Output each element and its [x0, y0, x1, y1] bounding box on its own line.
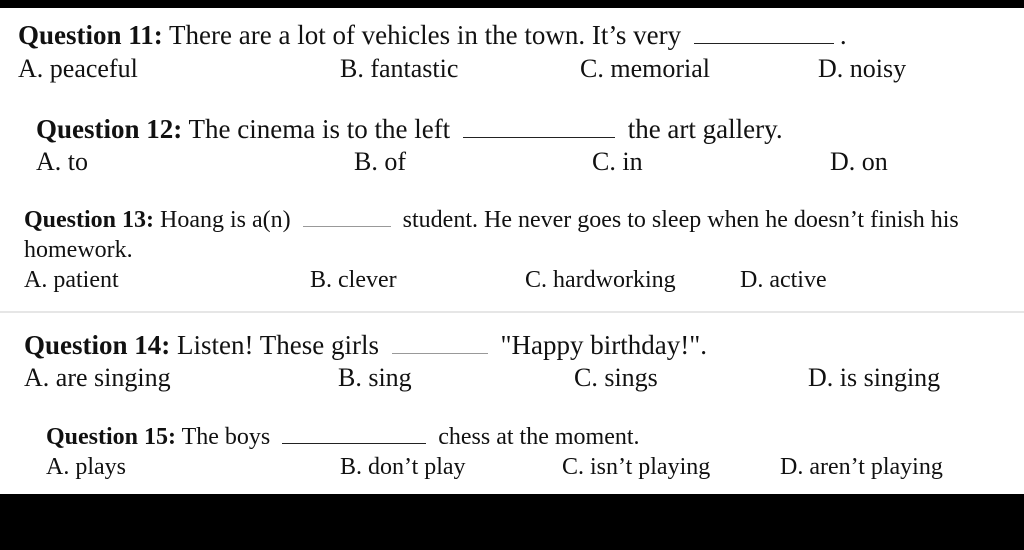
question-12-label: Question 12:: [36, 114, 183, 144]
question-14-stem: [24, 330, 707, 361]
question-15-stem: [46, 424, 640, 451]
question-11-option-a[interactable]: A. peaceful: [18, 54, 138, 83]
worksheet-page: [0, 8, 1024, 494]
question-14-text-before: Listen! These girls: [177, 330, 379, 360]
question-12-option-a[interactable]: A. to: [36, 147, 88, 176]
question-15-text-before: The boys: [181, 424, 271, 450]
question-14-label: Question 14:: [24, 330, 171, 360]
question-13-option-c[interactable]: C. hardworking: [525, 267, 676, 293]
question-13-option-d[interactable]: D. active: [740, 267, 827, 293]
question-11-option-b[interactable]: B. fantastic: [340, 54, 459, 83]
question-15-label: Question 15:: [46, 424, 177, 450]
question-12-option-d[interactable]: D. on: [830, 147, 888, 176]
question-14-option-d[interactable]: D. is singing: [808, 363, 941, 392]
question-12-text-before: The cinema is to the left: [188, 114, 451, 144]
question-13-option-a[interactable]: A. patient: [24, 267, 119, 293]
question-15-option-c[interactable]: C. isn’t playing: [562, 454, 711, 480]
question-14-option-b[interactable]: B. sing: [338, 363, 412, 392]
question-13-blank: [303, 225, 391, 227]
question-14-option-a[interactable]: A. are singing: [24, 363, 171, 392]
question-15-option-b[interactable]: B. don’t play: [340, 454, 466, 480]
question-13-option-b[interactable]: B. clever: [310, 267, 397, 293]
question-12-option-c[interactable]: C. in: [592, 147, 643, 176]
question-11-stem: [18, 20, 847, 51]
section-divider: [0, 311, 1024, 313]
question-12-text-after: the art gallery.: [627, 114, 783, 144]
question-11-option-d[interactable]: D. noisy: [818, 54, 907, 83]
question-15-option-d[interactable]: D. aren’t playing: [780, 454, 943, 480]
question-11-label: Question 11:: [18, 20, 163, 50]
question-13-stem: [24, 207, 959, 234]
question-13-continuation: homework.: [24, 237, 133, 263]
question-13-label: Question 13:: [24, 207, 155, 233]
question-15-text-after: chess at the moment.: [438, 424, 640, 450]
question-11-option-c[interactable]: C. memorial: [580, 54, 710, 83]
question-13-text-after: student. He never goes to sleep when he doesn’t finish his: [402, 207, 959, 233]
question-14-text-after: "Happy birthday!".: [500, 330, 707, 360]
question-12-option-b[interactable]: B. of: [354, 147, 406, 176]
question-12-stem: [36, 114, 783, 145]
question-12-blank: [463, 136, 615, 138]
question-15-option-a[interactable]: A. plays: [46, 454, 126, 480]
question-13-text-before: Hoang is a(n): [160, 207, 291, 233]
question-11-text-after: .: [839, 20, 847, 50]
question-15-blank: [282, 442, 426, 444]
question-11-text-before: There are a lot of vehicles in the town. It’s very: [169, 20, 682, 50]
question-14-option-c[interactable]: C. sings: [574, 363, 658, 392]
question-11-blank: [694, 42, 834, 44]
question-14-blank: [392, 352, 488, 354]
